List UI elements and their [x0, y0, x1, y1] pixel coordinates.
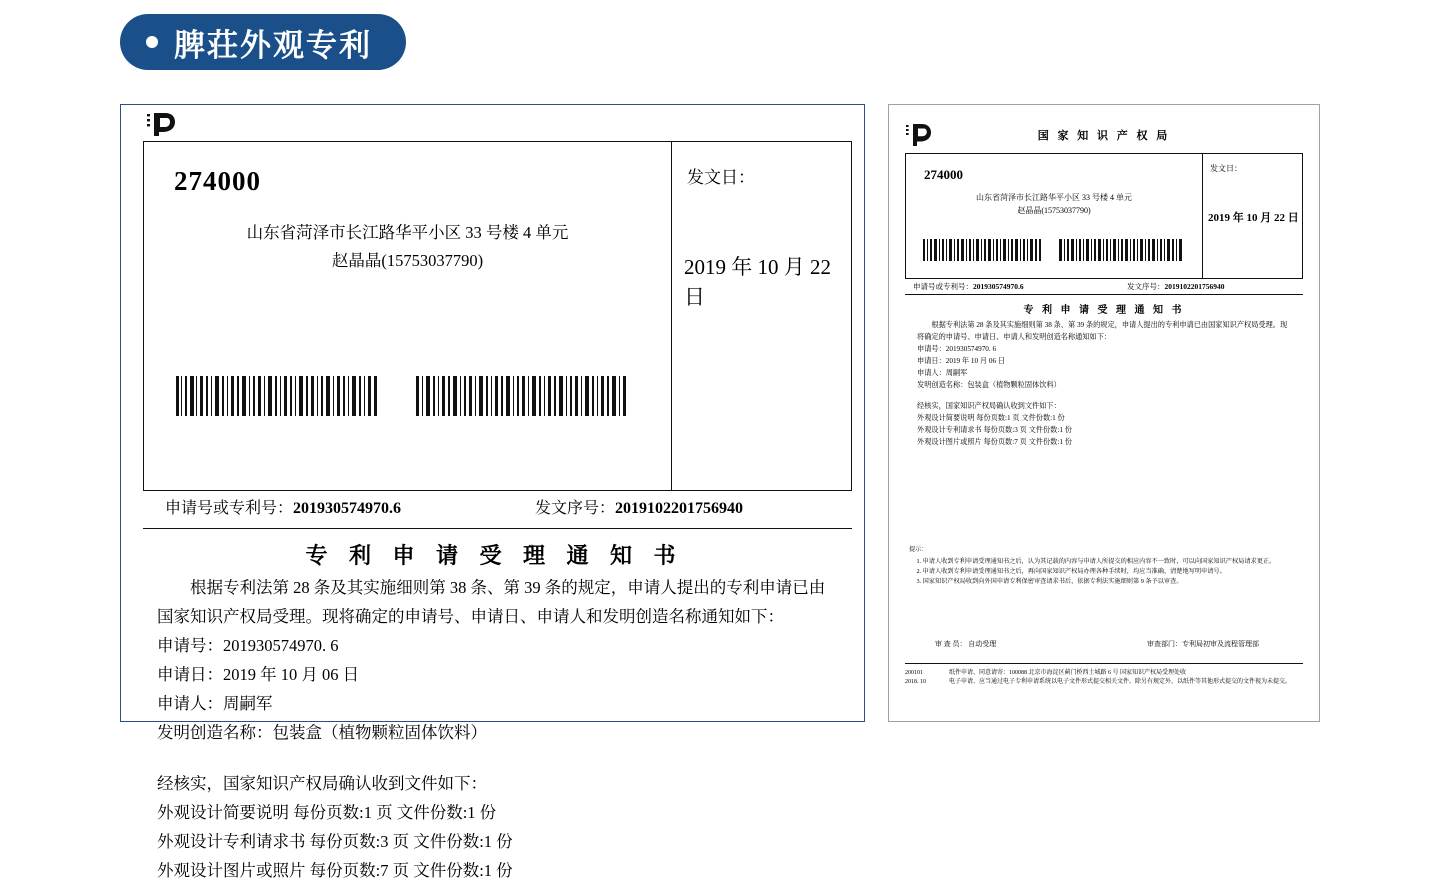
recipient-address	[144, 219, 671, 275]
address-line-2: 赵晶晶(15753037790)	[1017, 206, 1091, 215]
recipient-address	[906, 191, 1202, 217]
footer-text	[949, 669, 1299, 687]
confirm-item-1: 外观设计简要说明 每份页数:1 页 文件份数:1 份	[917, 414, 1065, 422]
examiner-label: 审 查 员：	[935, 640, 967, 648]
serial-number-label: 发文序号：	[535, 500, 616, 517]
serial-number-value: 2019102201756940	[1164, 282, 1225, 291]
serial-number-label: 发文序号：	[1127, 282, 1165, 291]
serial-number-field	[535, 495, 743, 518]
footer-text-1: 纸件申请、同意请寄：100088 北京市海淀区蓟门桥西土城路 6 号 国家知识产权局受理处收	[949, 670, 1187, 676]
barcode-right	[1058, 239, 1183, 261]
confirm-intro: 经核实，国家知识产权局确认收到文件如下：	[157, 774, 487, 793]
document-title: 专 利 申 请 受 理 通 知 书	[305, 543, 684, 568]
right-document-scan	[888, 104, 1320, 722]
note-3: 3. 国家知识产权局收到向外国申请专利保密审查请求书后，依据专利法实施细则第 9 条予以审查。	[916, 578, 1183, 585]
number-row	[143, 491, 852, 529]
department-field	[1147, 639, 1259, 649]
send-date-value: 2019 年 10 月 22 日	[684, 255, 831, 309]
number-row	[905, 279, 1303, 295]
confirm-item-2: 外观设计专利请求书 每份页数:3 页 文件份数:1 份	[917, 426, 1072, 434]
department-value: 专利局初审及流程管理部	[1182, 640, 1259, 648]
department-label: 审查部门：	[1147, 640, 1182, 648]
field-invention-name: 发明创造名称：包装盒（植物颗粒固体饮料）	[157, 723, 487, 742]
address-box	[143, 141, 852, 491]
application-number-label: 申请号或专利号：	[913, 282, 973, 291]
address-line-1: 山东省菏泽市长江路华平小区 33 号楼 4 单元	[976, 193, 1132, 202]
field-application-number: 申请号：201930574970. 6	[157, 636, 339, 655]
barcode-left	[922, 239, 1042, 261]
send-date-value: 2019 年 10 月 22 日	[1208, 212, 1299, 224]
footer-codes	[905, 669, 926, 687]
serial-number-value: 2019102201756940	[615, 500, 744, 517]
footer-code-2: 2018. 10	[905, 679, 926, 685]
left-document-scan	[120, 104, 865, 880]
body-paragraph-1: 根据专利法第 28 条及其实施细则第 38 条、第 39 条的规定，申请人提出的专利申请已由国家知识产权局受理。现将确定的申请号、申请日、申请人和发明创造名称通知如下：	[157, 578, 826, 626]
address-box	[905, 153, 1303, 279]
field-application-number: 申请号：201930574970. 6	[917, 345, 997, 353]
office-name: 国 家 知 识 产 权 局	[1037, 130, 1171, 142]
document-title: 专 利 申 请 受 理 通 知 书	[1023, 305, 1185, 316]
application-number-value: 201930574970.6	[293, 500, 402, 517]
footer-rule	[905, 663, 1303, 664]
field-applicant: 申请人：周嗣军	[157, 694, 273, 713]
application-number-value: 201930574970.6	[973, 282, 1024, 291]
note-2: 2. 申请人收到专利申请受理通知书之后，再向国家知识产权局办理各种手续时，均应当准确、清楚地写明申请号。	[916, 568, 1226, 575]
body-spacer	[157, 747, 834, 769]
bullet-dot-icon	[146, 36, 158, 48]
confirm-item-3: 外观设计图片或照片 每份页数:7 页 文件份数:1 份	[917, 438, 1072, 446]
zip-code: 274000	[924, 167, 963, 182]
field-invention-name: 发明创造名称：包装盒（植物颗粒固体饮料）	[917, 381, 1061, 389]
body-paragraph-1: 根据专利法第 28 条及其实施细则第 38 条、第 39 条的规定，申请人提出的专利申请已由国家知识产权局受理。现将确定的申请号、申请日、申请人和发明创造名称通知如下：	[917, 321, 1288, 341]
barcode-right	[414, 376, 629, 416]
footer-text-2: 电子申请、应当通过电子专利申请系统以电子文件形式提交相关文件。除另有规定外、以纸件等其他形式提交的文件视为未提交。	[949, 679, 1292, 685]
send-date-label: 发文日：	[687, 168, 755, 187]
document-body	[157, 573, 834, 885]
document-body	[917, 319, 1293, 448]
zip-code: 274000	[174, 166, 261, 196]
confirm-intro: 经核实，国家知识产权局确认收到文件如下：	[917, 402, 1061, 410]
field-applicant: 申请人：周嗣军	[917, 369, 968, 377]
confirm-item-3: 外观设计图片或照片 每份页数:7 页 文件份数:1 份	[157, 861, 513, 880]
address-line-1: 山东省菏泽市长江路华平小区 33 号楼 4 单元	[246, 223, 569, 242]
cnipa-logo-icon	[145, 111, 185, 137]
examiner-field	[935, 639, 996, 649]
address-box-divider	[1202, 153, 1203, 278]
address-line-2: 赵晶晶(15753037790)	[331, 251, 484, 270]
notes-section	[909, 545, 1295, 587]
application-number-field	[165, 495, 401, 518]
examiner-value: 自动受理	[968, 640, 997, 648]
page-title: 脾荘外观专利	[174, 27, 372, 64]
address-box-divider	[671, 141, 672, 490]
confirm-item-2: 外观设计专利请求书 每份页数:3 页 文件份数:1 份	[157, 832, 513, 851]
body-spacer	[917, 391, 1293, 400]
field-application-date: 申请日：2019 年 10 月 06 日	[917, 357, 1006, 365]
field-application-date: 申请日：2019 年 10 月 06 日	[157, 665, 360, 684]
footer-code-1: 200101	[905, 670, 923, 676]
serial-number-field	[1127, 281, 1225, 292]
confirm-item-1: 外观设计简要说明 每份页数:1 页 文件份数:1 份	[157, 803, 497, 822]
send-date-label: 发文日：	[1210, 164, 1242, 173]
barcode-left	[174, 376, 379, 416]
application-number-label: 申请号或专利号：	[165, 500, 294, 517]
page-title-pill	[120, 14, 406, 70]
notes-title: 提示：	[909, 546, 928, 553]
application-number-field	[913, 281, 1024, 292]
note-1: 1. 申请人收到专利申请受理通知书之后，认为其记载的内容与申请人所提交的相应内容不一致时，可以向国家知识产权局请求更正。	[916, 558, 1276, 565]
